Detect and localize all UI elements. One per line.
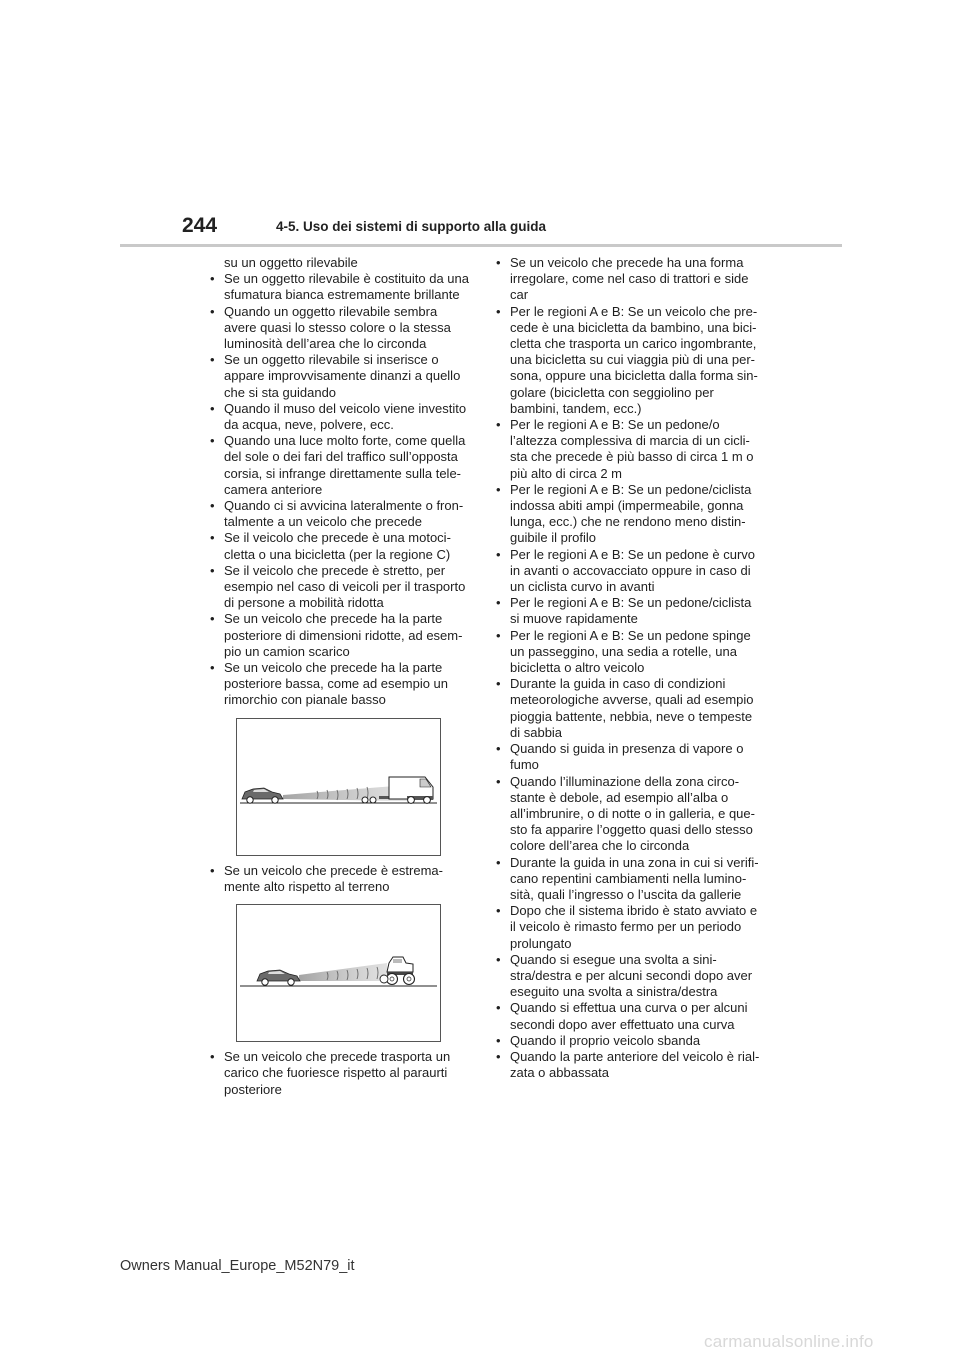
list-item-text: Se un oggetto rilevabile è costituito da una sfumatura bianca estremamente brillante (224, 271, 470, 303)
list-item-text: Se un veicolo che precede ha una forma irregolare, come nel caso di trattori e side car (510, 255, 749, 303)
bullet: • (210, 611, 215, 627)
watermark: carmanualsonline.info (704, 1332, 874, 1351)
bullet: • (496, 854, 501, 870)
right-bullet-list (494, 255, 762, 1081)
list-item (494, 417, 762, 482)
bullet: • (496, 595, 501, 611)
list-item-text: Se un veicolo che precede ha la parte posteriore di dimensioni ridotte, ad esem-pio un camion scarico (224, 611, 463, 659)
list-item-text: Se il veicolo che precede è stretto, per esempio nel caso di veicoli per il trasporto di persone a mobilità ridotta (224, 562, 466, 611)
list-item-text: Per le regioni A e B: Se un pedone spinge un passeggino, una sedia a rotelle, una bicicletta o altro veicolo (510, 627, 751, 676)
bullet: • (210, 1049, 215, 1065)
list-item (208, 433, 470, 498)
bullet: • (210, 303, 215, 319)
list-item (494, 676, 762, 741)
section-title: 4-5. Uso dei sistemi di supporto alla guida (276, 219, 547, 234)
list-item-text: Quando si effettua una curva o per alcuni secondi dopo aver effettuato una curva (510, 1000, 748, 1032)
list-item-text: Quando ci si avvicina lateralmente o fron-talmente a un veicolo che precede (224, 498, 464, 530)
bullet: • (210, 498, 215, 514)
car-following-lifted-vehicle-illustration (237, 905, 440, 1041)
list-item-text: Per le regioni A e B: Se un pedone è curvo in avanti o accovacciato oppure in caso di un ciclista curvo in avanti (510, 546, 756, 595)
list-item (208, 498, 470, 530)
list-item (208, 401, 470, 433)
list-item-text: Se un oggetto rilevabile si inserisce o appare improvvisamente dinanzi a quello che si sta guidando (224, 352, 461, 400)
list-item (494, 304, 762, 417)
list-item-text: Quando si guida in presenza di vapore o fumo (510, 741, 744, 773)
bullet: • (496, 1048, 501, 1064)
list-item-text: Quando il muso del veicolo viene investito da acqua, neve, polvere, ecc. (224, 400, 467, 433)
list-item (494, 855, 762, 904)
bullet: • (210, 530, 215, 546)
right-column (494, 255, 762, 1081)
list-item (494, 255, 762, 304)
list-item (208, 271, 470, 303)
list-item-text: Quando un oggetto rilevabile sembra avere quasi lo stesso colore o la stessa luminosità dell’area che lo circonda (224, 303, 451, 352)
bullet: • (210, 400, 215, 416)
list-item (494, 595, 762, 627)
figure-lifted-vehicle (236, 904, 441, 1042)
bullet: • (210, 562, 215, 578)
list-item: • Se un veicolo che precede trasporta un carico che fuoriesce rispetto al paraurti posteriore (210, 1049, 451, 1097)
list-item-text: Durante la guida in caso di condizioni meteorologiche avverse, quali ad esempio pioggia battente, nebbia, neve o tempeste di sabbia (510, 676, 754, 740)
bullet: • (496, 417, 501, 433)
bullet: • (210, 271, 215, 287)
list-item (208, 660, 470, 709)
list-item-text: Quando l’illuminazione della zona circo-stante è debole, ad esempio all’alba o all’imbrunire, o di notte o in galleria, e que-sto fa apparire l’oggetto quasi dello stesso colore dell’area che lo circonda (510, 773, 755, 854)
list-item (494, 1033, 762, 1049)
list-item-text: Quando la parte anteriore del veicolo è rial-zata o abbassata (510, 1048, 760, 1081)
list-item (494, 1000, 762, 1032)
list-item (494, 741, 762, 773)
list-item-text: Dopo che il sistema ibrido è stato avviato e il veicolo è rimasto fermo per un periodo prolungato (510, 903, 758, 951)
bullet: • (210, 862, 215, 878)
list-item-text: Per le regioni A e B: Se un pedone/ciclista indossa abiti ampi (impermeabile, gonna lunga, ecc.) che ne rendono meno distin-guibile il profilo (510, 481, 752, 546)
list-item (208, 352, 470, 401)
list-item (494, 547, 762, 596)
list-item-text: Quando si esegue una svolta a sini-stra/destra e per alcuni secondi dopo aver eseguito una svolta a sinistra/destra (510, 951, 753, 1000)
list-item-text: Quando il proprio veicolo sbanda (510, 1032, 701, 1048)
list-item (208, 611, 470, 660)
list-item (494, 482, 762, 547)
bullet: • (496, 481, 501, 497)
bullet: • (210, 660, 215, 676)
list-item (208, 563, 470, 612)
list-item-text: Se il veicolo che precede è una motoci-cletta o una bicicletta (per la regione C) (224, 530, 451, 562)
header-divider (120, 244, 842, 247)
page-header (0, 0, 960, 250)
list-item (208, 304, 470, 353)
bullet: • (496, 903, 501, 919)
list-item-text: Quando una luce molto forte, come quella del sole o dei fari del traffico sull’opposta corsia, si infrange direttamente sulla tele-camera anteriore (224, 433, 466, 497)
left-column (208, 255, 470, 1098)
bullet: • (496, 741, 501, 757)
bullet: • (496, 303, 501, 319)
left-bullet-list (208, 271, 470, 708)
bullet: • (496, 1032, 501, 1048)
list-item (208, 530, 470, 562)
document-code: Owners Manual_Europe_M52N79_it (120, 1258, 355, 1274)
bullet: • (496, 951, 501, 967)
list-item (494, 774, 762, 855)
bullet: • (210, 433, 215, 449)
list-item-continuation: su un oggetto rilevabile (224, 255, 358, 270)
list-item-text: Per le regioni A e B: Se un veicolo che pre-cede è una bicicletta da bambino, una bici-cletta che trasporta un carico ingombrante, una bicicletta su cui viaggia più di una per-sona, oppure una bicicletta dalla forma sin-golare (bicicletta con seggiolino per bambini, tandem, ecc.) (510, 303, 758, 416)
car-following-low-trailer-illustration (237, 719, 440, 855)
page-number: 244 (182, 214, 218, 237)
list-item: • Se un veicolo che precede è estrema-mente alto rispetto al terreno (210, 862, 443, 894)
list-item-text: Se un veicolo che precede ha la parte posteriore bassa, come ad esempio un rimorchio con pianale basso (224, 660, 449, 708)
bullet: • (496, 676, 501, 692)
bullet: • (496, 1000, 501, 1016)
bullet: • (496, 773, 501, 789)
list-item (494, 1049, 762, 1081)
list-item-text: Per le regioni A e B: Se un pedone/o l’altezza complessiva di marcia di un cicli-sta che precede è più basso di circa 1 m o più alto di circa 2 m (510, 417, 754, 481)
list-item-text: Durante la guida in una zona in cui si verifi-cano repentini cambiamenti nella lumino-sità, quali l’ingresso o l’uscita da gallerie (510, 854, 759, 902)
list-item (494, 952, 762, 1001)
list-item (494, 903, 762, 952)
bullet: • (496, 255, 501, 270)
list-item (494, 628, 762, 677)
list-item-text: Per le regioni A e B: Se un pedone/ciclista si muove rapidamente (510, 595, 752, 627)
bullet: • (210, 352, 215, 368)
bullet: • (496, 546, 501, 562)
figure-low-trailer (236, 718, 441, 856)
bullet: • (496, 627, 501, 643)
